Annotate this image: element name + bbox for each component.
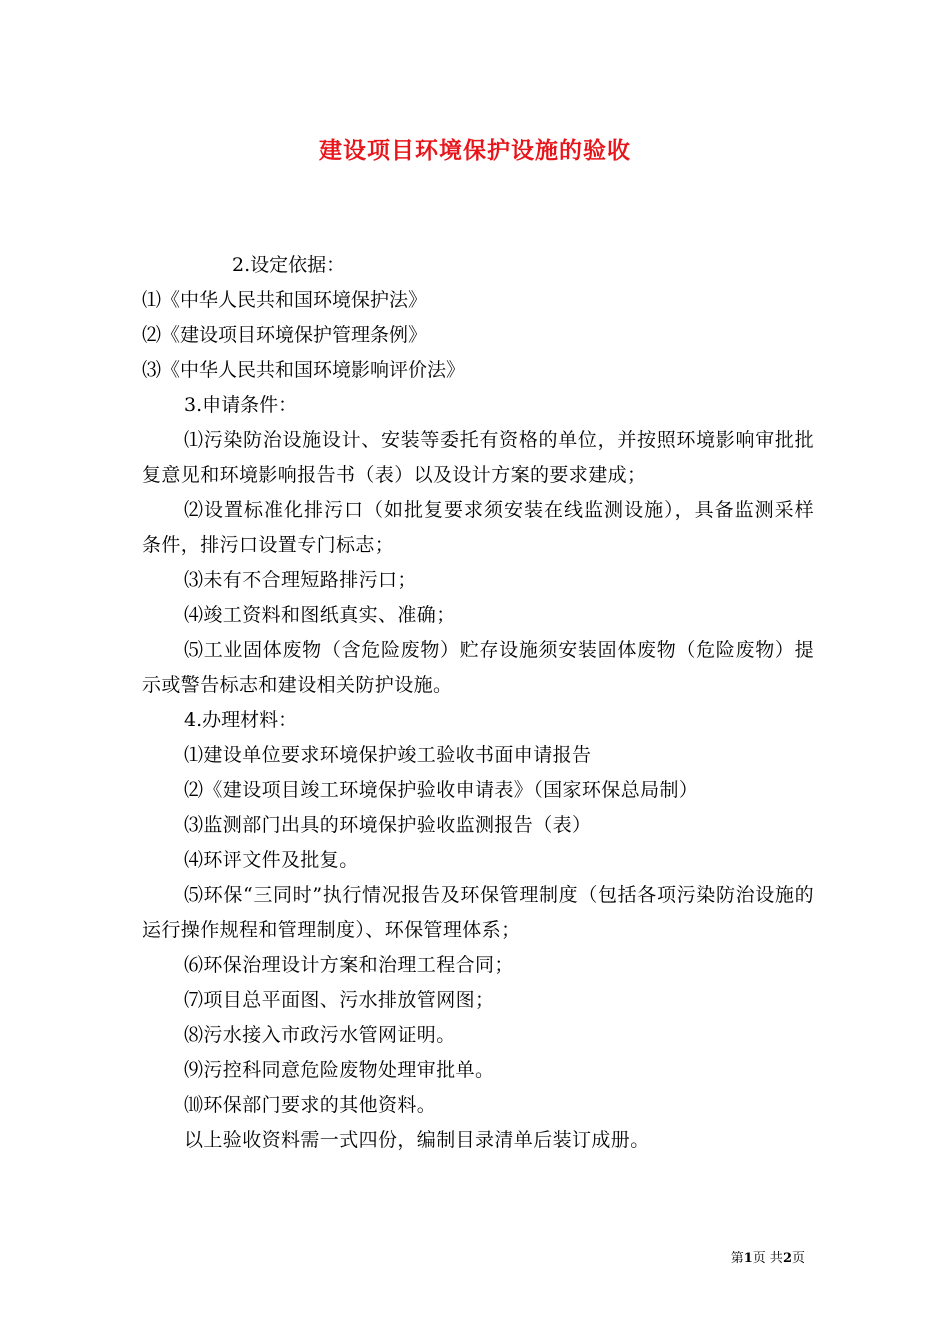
section-heading-basis: 2.设定依据： xyxy=(232,254,346,276)
basis-item: ⑵《建设项目环境保护管理条例》 xyxy=(142,324,428,346)
material-item: ⑼污控科同意危险废物处理审批单。 xyxy=(184,1059,495,1081)
condition-item: ⑵设置标准化排污口（如批复要求须安装在线监测设施），具备监测采样条件，排污口设置专门标志； xyxy=(142,499,814,556)
material-item: ⑻污水接入市政污水管网证明。 xyxy=(184,1024,456,1046)
document-title: 建设项目环境保护设施的验收 xyxy=(319,138,631,164)
section-heading-materials: 4.办理材料： xyxy=(184,709,298,731)
material-item: ⑷环评文件及批复。 xyxy=(184,849,359,871)
material-item: ⑶监测部门出具的环境保护验收监测报告（表） xyxy=(184,814,592,836)
closing-note: 以上验收资料需一式四份，编制目录清单后装订成册。 xyxy=(184,1129,650,1151)
material-item: ⑹环保治理设计方案和治理工程合同； xyxy=(184,954,514,976)
material-item: ⑽环保部门要求的其他资料。 xyxy=(184,1094,437,1116)
section-heading-conditions: 3.申请条件： xyxy=(184,394,298,416)
condition-item: ⑴污染防治设施设计、安装等委托有资格的单位，并按照环境影响审批批复意见和环境影响报告书（表）以及设计方案的要求建成； xyxy=(142,429,814,486)
material-item: ⑴建设单位要求环境保护竣工验收书面申请报告 xyxy=(184,744,592,766)
condition-item: ⑶未有不合理短路排污口； xyxy=(184,569,417,591)
material-item: ⑵《建设项目竣工环境保护验收申请表》（国家环保总局制） xyxy=(184,779,699,801)
document-body xyxy=(142,248,814,1158)
footer-prefix: 第 xyxy=(730,1251,744,1266)
basis-item: ⑴《中华人民共和国环境保护法》 xyxy=(142,289,428,311)
footer-page: 1 xyxy=(743,1251,753,1266)
material-item: ⑺项目总平面图、污水排放管网图； xyxy=(184,989,495,1011)
condition-item: ⑸工业固体废物（含危险废物）贮存设施须安装固体废物（危险废物）提示或警告标志和建设相关防护设施。 xyxy=(142,639,814,696)
footer-middle: 页 共 xyxy=(752,1251,783,1266)
basis-item: ⑶《中华人民共和国环境影响评价法》 xyxy=(142,359,466,381)
footer-suffix: 页 xyxy=(791,1251,805,1266)
condition-item: ⑷竣工资料和图纸真实、准确； xyxy=(184,604,456,626)
page-number-footer xyxy=(731,1247,805,1266)
material-item: ⑸环保“三同时”执行情况报告及环保管理制度（包括各项污染防治设施的运行操作规程和管理制度）、环保管理体系； xyxy=(142,884,814,941)
footer-total: 2 xyxy=(782,1251,792,1266)
